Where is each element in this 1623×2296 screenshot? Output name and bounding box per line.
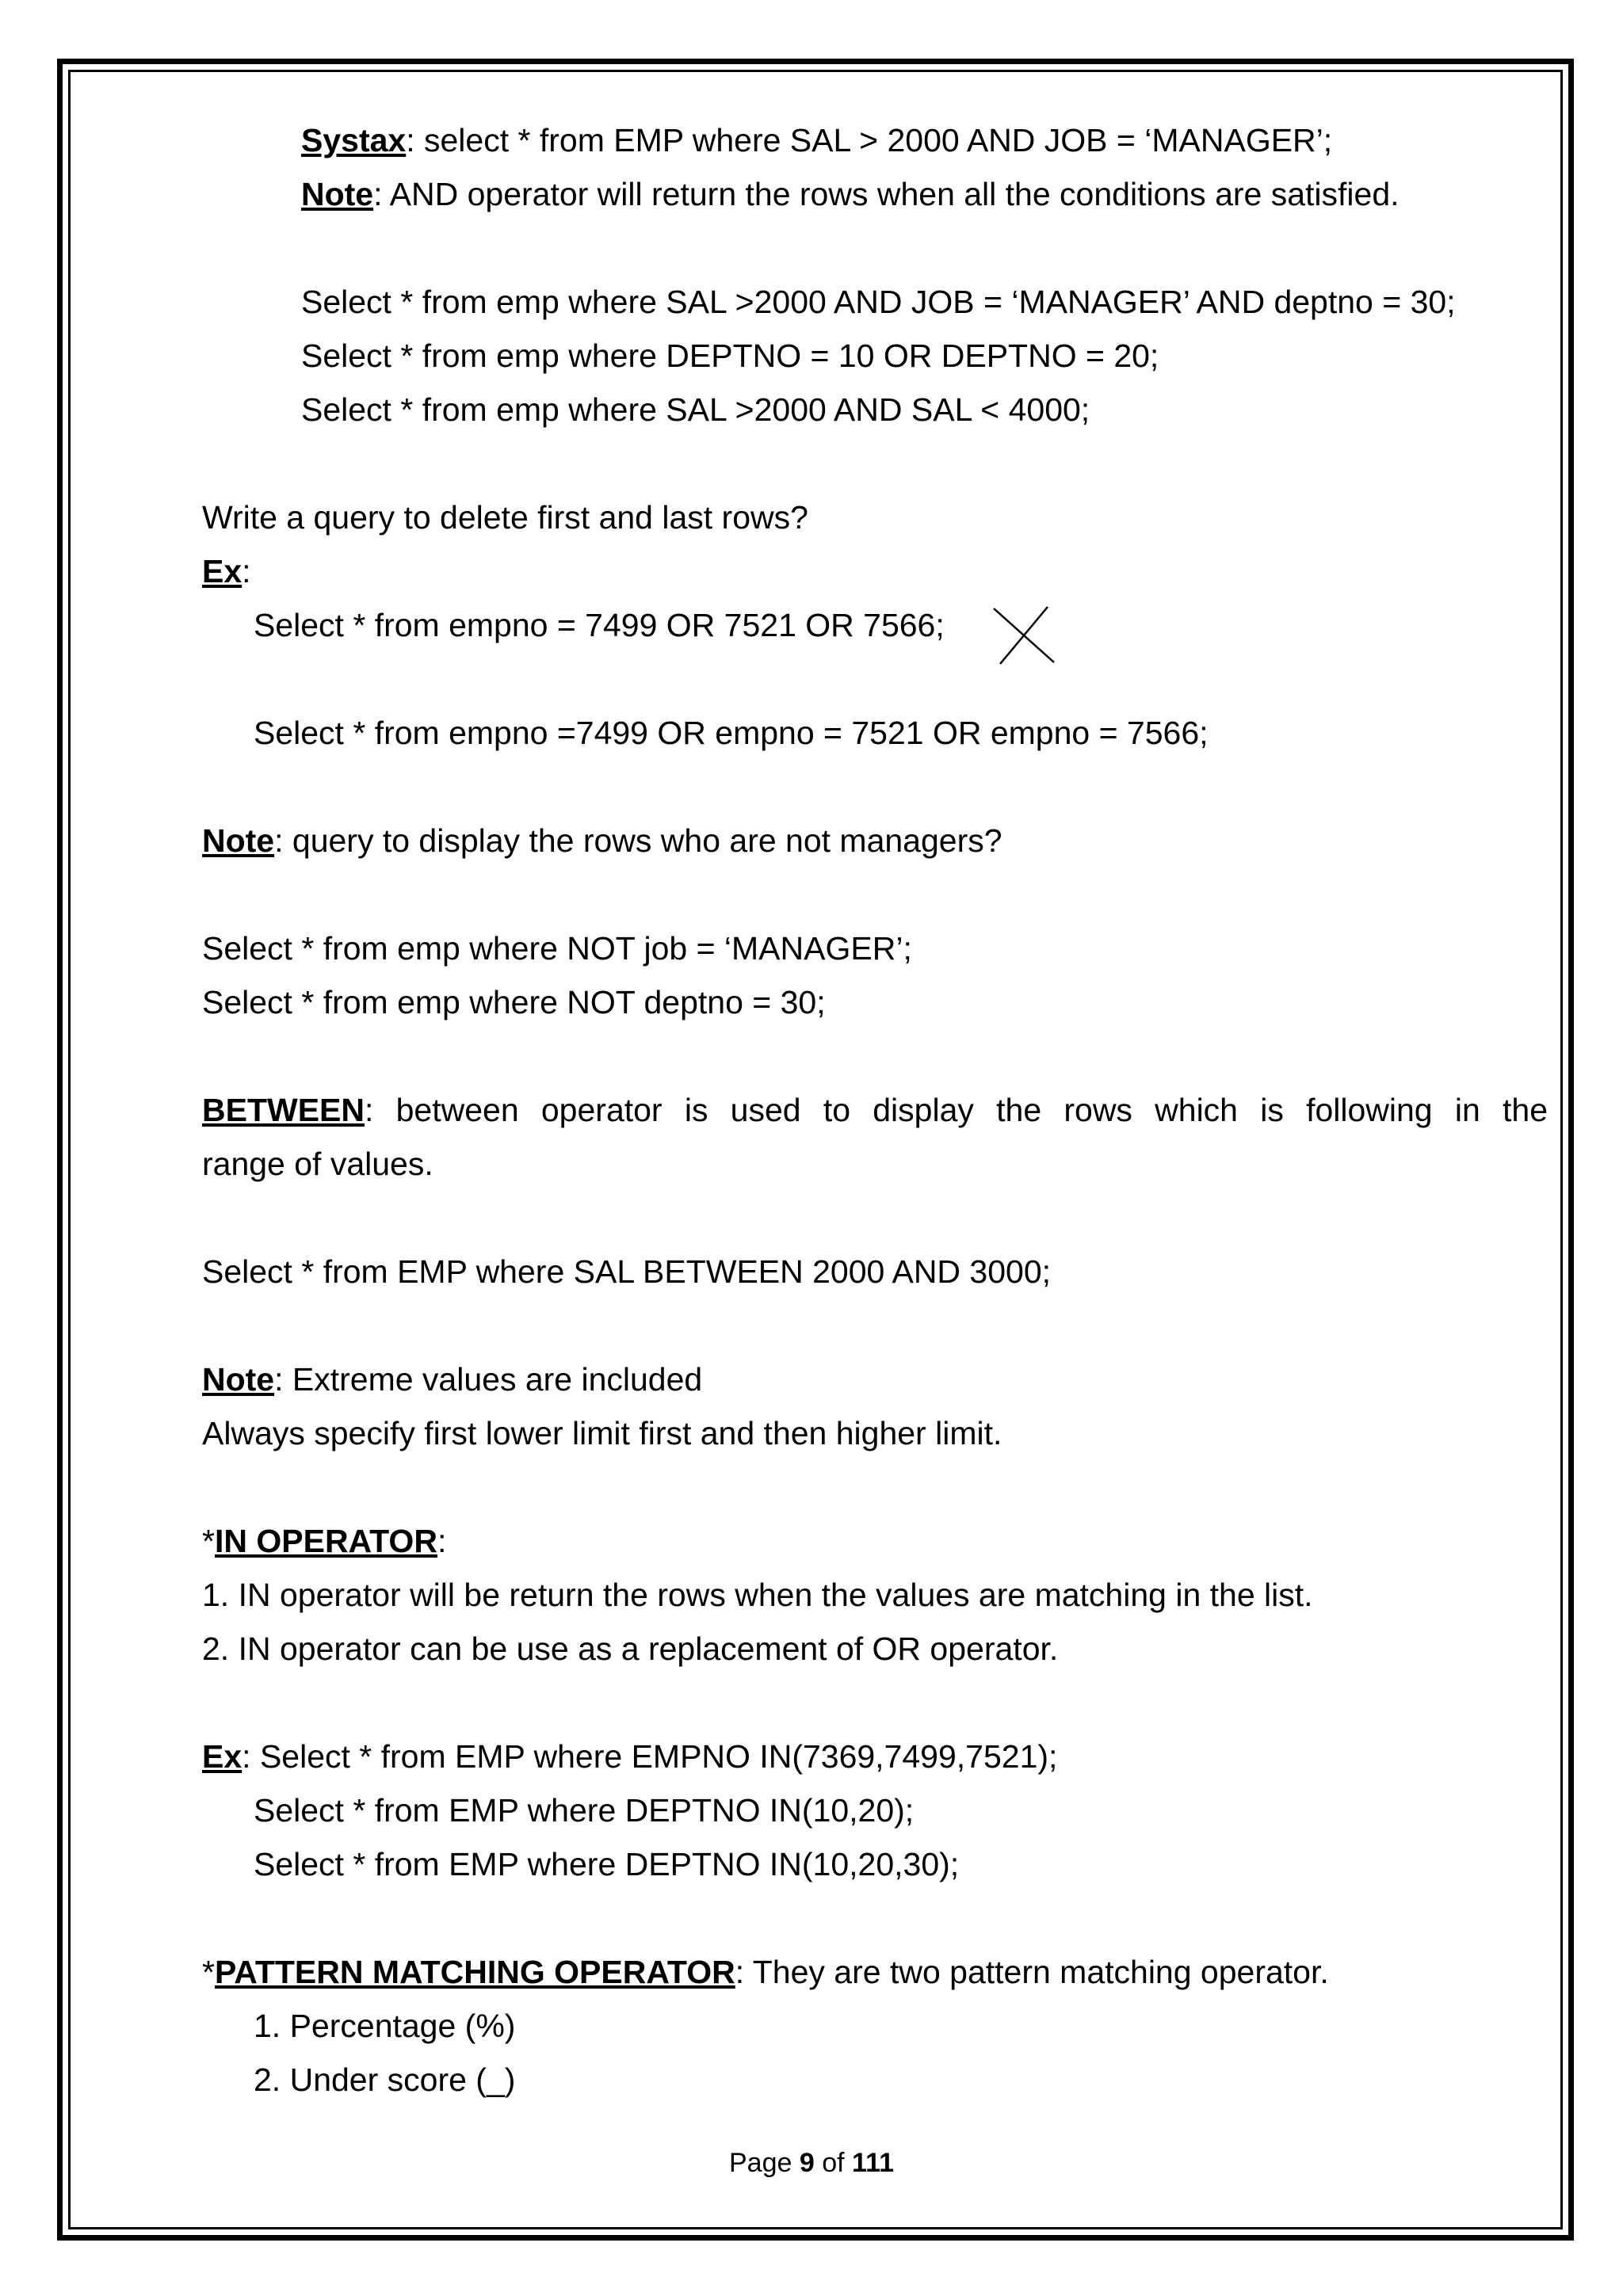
cross-mark-icon [989, 604, 1059, 667]
example-wrong-line: Select * from empno = 7499 OR 7521 OR 7566; [254, 607, 945, 643]
in-operator-label: IN OPERATOR [214, 1523, 437, 1559]
note-text: : Extreme values are included [274, 1361, 703, 1398]
syntax-line [301, 119, 1332, 162]
in-example-1 [202, 1735, 1057, 1778]
note-line-2 [202, 819, 1002, 862]
not-query-1: Select * from emp where NOT job = ‘MANAGER’; [202, 930, 912, 967]
syntax-label: Systax [301, 122, 407, 158]
asterisk: * [202, 1523, 215, 1559]
ex-label: Ex [202, 553, 242, 589]
of-word: of [822, 2148, 845, 2178]
question-line: Write a query to delete first and last rows? [202, 499, 808, 536]
ex-colon: : [242, 553, 251, 589]
ex-label: Ex [202, 1738, 242, 1775]
example-right-line: Select * from empno =7499 OR empno = 7521 OR empno = 7566; [254, 715, 1209, 751]
note-label: Note [202, 822, 275, 859]
example-label-line [202, 550, 251, 593]
query-line-1: Select * from emp where SAL >2000 AND JOB = ‘MANAGER’ AND deptno = 30; [301, 284, 1456, 320]
page-total: 111 [852, 2148, 895, 2178]
query-line-3: Select * from emp where SAL >2000 AND SAL < 4000; [301, 391, 1090, 428]
in-point-1: 1. IN operator will be return the rows when the values are matching in the list. [202, 1577, 1313, 1613]
pattern-matching-label: PATTERN MATCHING OPERATOR [214, 1954, 735, 1990]
page-footer [0, 2145, 1623, 2180]
in-operator-heading [202, 1520, 446, 1562]
note-label: Note [202, 1361, 275, 1398]
pattern-matching-heading [202, 1951, 1329, 1993]
note-line-3 [202, 1358, 702, 1401]
between-definition [202, 1089, 1548, 1131]
asterisk: * [202, 1954, 215, 1990]
between-label: BETWEEN [202, 1092, 365, 1128]
note-text: : query to display the rows who are not managers? [274, 822, 1002, 859]
query-line-2: Select * from emp where DEPTNO = 10 OR DEPTNO = 20; [301, 338, 1159, 374]
between-definition-cont: range of values. [202, 1146, 433, 1182]
page-number: 9 [799, 2148, 815, 2178]
limit-note: Always specify first lower limit first and then higher limit. [202, 1415, 1002, 1451]
note-line-1 [301, 173, 1400, 215]
syntax-text: : select * from EMP where SAL > 2000 AND JOB = ‘MANAGER’; [406, 122, 1333, 158]
pattern-matching-text: : They are two pattern matching operator. [735, 1954, 1329, 1990]
between-text: : between operator is used to display the rows which is following in the [365, 1092, 1548, 1128]
in-example-2: Select * from EMP where DEPTNO IN(10,20); [254, 1792, 915, 1829]
ex-text: : Select * from EMP where EMPNO IN(7369,7499,7521); [242, 1738, 1058, 1775]
colon: : [437, 1523, 447, 1559]
page-word: Page [728, 2148, 792, 2178]
pattern-item-1: 1. Percentage (%) [254, 2008, 516, 2044]
note-label: Note [301, 176, 374, 212]
in-point-2: 2. IN operator can be use as a replacement of OR operator. [202, 1630, 1059, 1667]
note-text: : AND operator will return the rows when all the conditions are satisfied. [373, 176, 1400, 212]
in-example-3: Select * from EMP where DEPTNO IN(10,20,30); [254, 1846, 960, 1882]
not-query-2: Select * from emp where NOT deptno = 30; [202, 984, 826, 1020]
between-query: Select * from EMP where SAL BETWEEN 2000 AND 3000; [202, 1253, 1052, 1290]
pattern-item-2: 2. Under score (_) [254, 2061, 516, 2098]
